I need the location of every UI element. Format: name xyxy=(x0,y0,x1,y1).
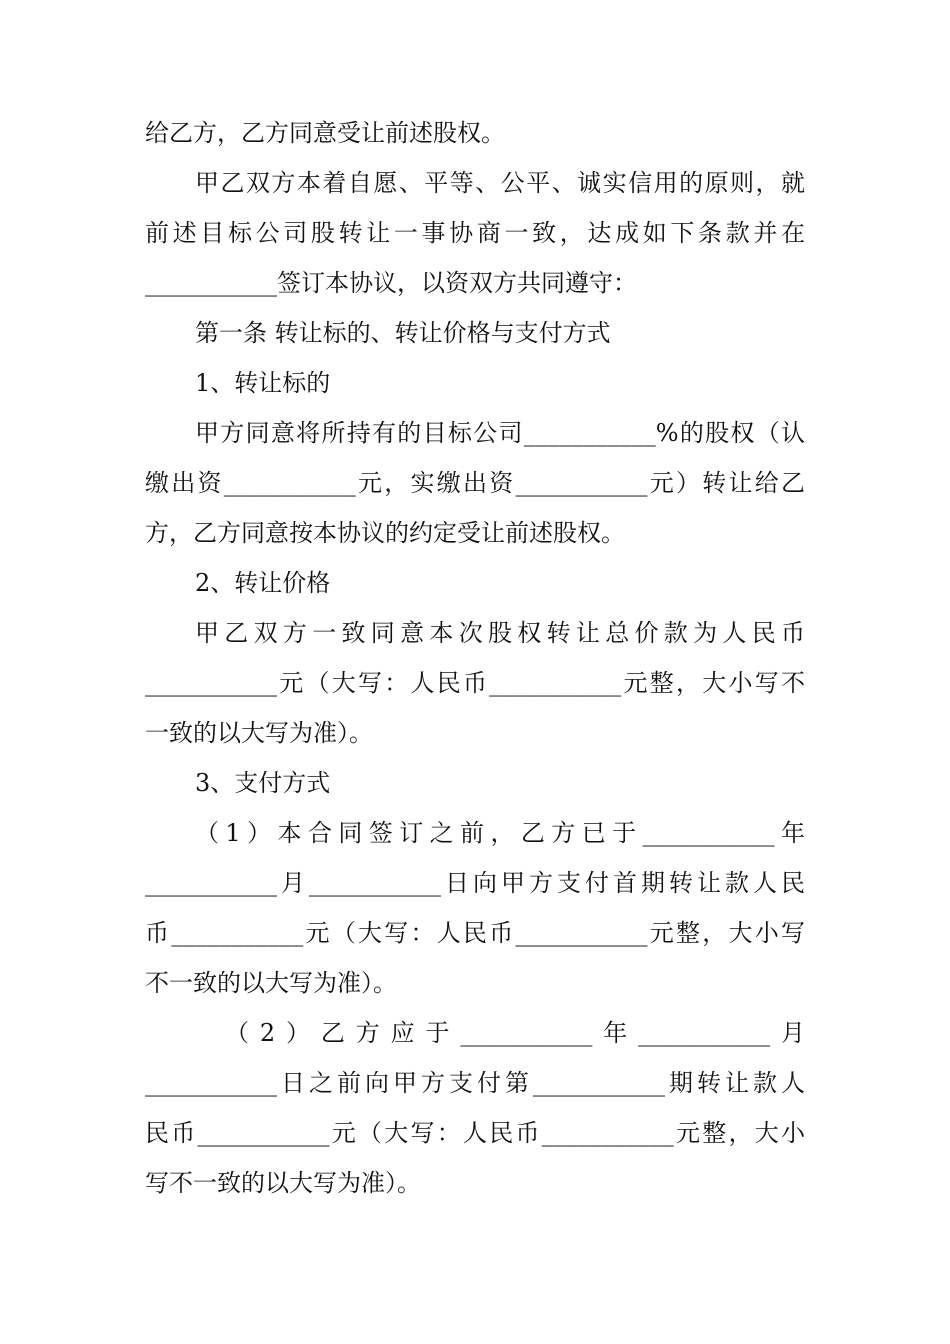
text-line: ___________日之前向甲方支付第___________期转让款人 xyxy=(145,1069,805,1097)
section-heading: 1、转让标的 xyxy=(195,369,331,397)
text-line: ___________元（大写：人民币___________元整，大小写不 xyxy=(145,669,805,697)
text-line: （1）本合同签订之前，乙方已于___________年 xyxy=(195,819,805,847)
text-line: （2）乙方应于___________年___________月 xyxy=(225,1019,805,1047)
text-line: 不一致的以大写为准）。 xyxy=(145,969,397,997)
text-line: 甲乙双方一致同意本次股权转让总价款为人民币 xyxy=(195,619,805,647)
text-line: 方，乙方同意按本协议的约定受让前述股权。 xyxy=(145,519,625,547)
text-line: 前述目标公司股转让一事协商一致，达成如下条款并在 xyxy=(145,219,805,247)
text-line: ___________签订本协议，以资双方共同遵守： xyxy=(145,269,637,297)
text-line: 缴出资___________元，实缴出资___________元）转让给乙 xyxy=(145,469,805,497)
text-line: 一致的以大写为准）。 xyxy=(145,719,373,747)
article-heading: 第一条 转让标的、转让价格与支付方式 xyxy=(195,319,611,347)
section-heading: 2、转让价格 xyxy=(195,569,331,597)
section-heading: 3、支付方式 xyxy=(195,769,331,797)
text-line: 写不一致的以大写为准）。 xyxy=(145,1169,421,1197)
text-line: 甲方同意将所持有的目标公司___________%的股权（认 xyxy=(195,419,805,447)
text-line: ___________月___________日向甲方支付首期转让款人民 xyxy=(145,869,805,897)
text-line: 币___________元（大写：人民币___________元整，大小写 xyxy=(145,919,805,947)
text-line: 民币___________元（大写：人民币___________元整，大小 xyxy=(145,1119,805,1147)
text-line: 甲乙双方本着自愿、平等、公平、诚实信用的原则，就 xyxy=(195,169,805,197)
text-line: 给乙方，乙方同意受让前述股权。 xyxy=(145,119,505,147)
